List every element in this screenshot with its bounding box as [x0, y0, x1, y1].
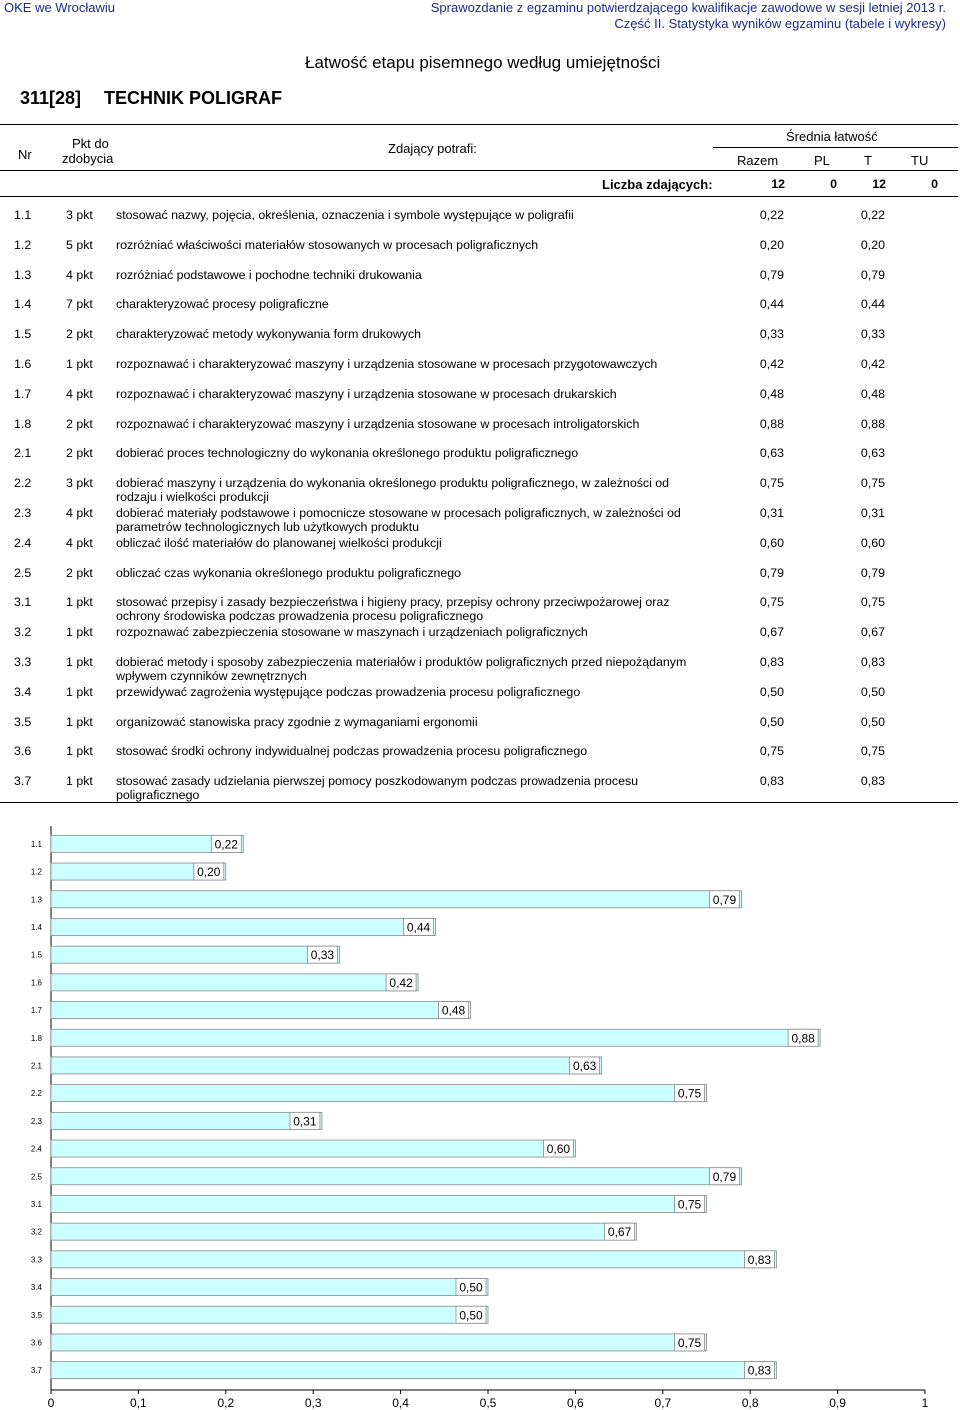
- bar: [51, 1029, 820, 1046]
- x-tick-label: 0,7: [654, 1396, 672, 1410]
- bar: [51, 1195, 707, 1212]
- row-razem-value: 0,50: [759, 714, 784, 729]
- row-nr: 3.3: [14, 655, 32, 669]
- row-pkt: 5 pkt: [66, 237, 93, 252]
- value-label: 0,44: [406, 920, 431, 935]
- category-label: 3.2: [30, 1227, 42, 1237]
- bar: [51, 1334, 707, 1351]
- bar: [51, 1362, 776, 1379]
- row-t-value: 0,42: [860, 357, 885, 371]
- row-pkt: 3 pkt: [66, 208, 93, 222]
- row-pkt: 1 pkt: [66, 714, 93, 729]
- row-pkt: 1 pkt: [66, 684, 93, 699]
- category-label: 2.2: [30, 1089, 42, 1099]
- row-nr: 3.4: [14, 684, 32, 699]
- row-pkt: 1 pkt: [66, 625, 93, 640]
- header-right-line1: Sprawozdanie z egzaminu potwierdzającego kwalifikacje zawodowe w sesji letniej 2013 r.: [430, 0, 946, 15]
- row-skill-text: rozróżniać podstawowe i pochodne techniki drukowania: [116, 267, 422, 282]
- row-t-value: 0,75: [860, 476, 885, 491]
- easiness-bar-chart: [0, 820, 960, 1410]
- row-razem-value: 0,63: [759, 446, 784, 461]
- row-skill-text: rozróżniać właściwości materiałów stosowanych w procesach poligraficznych: [116, 237, 539, 252]
- x-tick-label: 0,4: [392, 1396, 409, 1410]
- row-t-value: 0,63: [860, 446, 885, 461]
- bar: [51, 1251, 776, 1268]
- row-skill-text: dobierać materiały podstawowe i pomocnicze stosowane w procesach poligraficznych, w zależności od parametrów technologicznych lub użytkowych produktu: [116, 506, 681, 534]
- bar: [51, 1140, 575, 1157]
- row-razem-value: 0,88: [759, 416, 784, 431]
- bar: [51, 1306, 488, 1323]
- row-skill-text: dobierać metody i sposoby zabezpieczenia materiałów i produktów poligraficznych przed niepożądanym wpływem czynników zewnętrznych: [116, 655, 687, 683]
- header-right-line2: Część II. Statystyka wyników egzaminu (tabele i wykresy): [614, 16, 946, 31]
- row-skill-text: dobierać proces technologiczny do wykonania określonego produktu poligraficznego: [116, 446, 579, 461]
- row-nr: 2.1: [14, 446, 32, 461]
- row-skill-text: organizować stanowiska pracy zgodnie z wymaganiami ergonomii: [116, 714, 478, 729]
- row-t-value: 0,44: [860, 297, 885, 312]
- row-pkt: 1 pkt: [66, 774, 93, 789]
- x-tick-label: 1: [921, 1396, 929, 1410]
- row-skill-text: charakteryzować metody wykonywania form drukowych: [116, 327, 422, 342]
- row-t-value: 0,75: [860, 744, 885, 759]
- value-label: 0,75: [677, 1197, 702, 1212]
- row-t-value: 0,79: [860, 267, 885, 282]
- count-t: 12: [872, 177, 886, 191]
- category-label: 3.3: [30, 1255, 42, 1265]
- profession-code: 311[28]: [20, 88, 82, 108]
- row-pkt: 1 pkt: [66, 595, 93, 610]
- row-t-value: 0,50: [860, 714, 885, 729]
- value-label: 0,83: [747, 1252, 772, 1267]
- row-razem-value: 0,67: [759, 625, 784, 640]
- value-label: 0,75: [677, 1086, 702, 1101]
- value-label: 0,42: [389, 975, 413, 990]
- row-t-value: 0,88: [860, 416, 885, 431]
- x-tick-label: 0,3: [304, 1396, 322, 1410]
- row-t-value: 0,79: [860, 565, 885, 580]
- row-skill-text: stosować zasady udzielania pierwszej pomocy poszkodowanym podczas prowadzenia procesu poligraficznego: [116, 774, 639, 803]
- count-pl: 0: [830, 177, 837, 191]
- row-nr: 1.8: [14, 416, 32, 431]
- value-label: 0,60: [546, 1142, 571, 1157]
- row-t-value: 0,67: [860, 625, 885, 640]
- category-label: 1.3: [30, 895, 42, 905]
- row-skill-text: charakteryzować procesy poligraficzne: [116, 297, 329, 312]
- row-t-value: 0,50: [860, 684, 885, 699]
- count-label: Liczba zdających:: [602, 177, 713, 192]
- row-t-value: 0,83: [860, 774, 885, 789]
- category-label: 2.4: [30, 1144, 42, 1154]
- value-label: 0,79: [712, 1169, 737, 1184]
- category-label: 1.7: [30, 1006, 42, 1016]
- row-nr: 3.1: [14, 595, 32, 610]
- group-header-srednia: Średnia łatwość: [786, 129, 878, 144]
- sub-header-t: T: [864, 153, 872, 168]
- row-razem-value: 0,60: [759, 535, 784, 550]
- table-top-rule: [0, 124, 958, 125]
- row-skill-text: rozpoznawać zabezpieczenia stosowane w maszynach i urządzeniach poligraficznych: [116, 625, 588, 640]
- row-pkt: 4 pkt: [66, 535, 93, 550]
- col-skill-header: Zdający potrafi:: [388, 141, 477, 156]
- row-razem-value: 0,33: [759, 327, 784, 342]
- row-pkt: 1 pkt: [66, 655, 93, 669]
- row-pkt: 2 pkt: [66, 565, 93, 580]
- row-nr: 1.7: [14, 386, 32, 401]
- category-label: 3.6: [30, 1338, 42, 1348]
- count-bottom-rule: [0, 196, 958, 197]
- value-label: 0,79: [712, 892, 737, 907]
- row-nr: 1.2: [14, 237, 32, 252]
- row-nr: 1.4: [14, 297, 32, 312]
- row-nr: 2.5: [14, 565, 32, 580]
- row-skill-text: stosować nazwy, pojęcia, określenia, oznaczenia i symbole występujące w poligrafii: [116, 208, 574, 222]
- category-label: 1.6: [30, 978, 42, 988]
- value-label: 0,75: [677, 1335, 702, 1350]
- row-skill-text: rozpoznawać i charakteryzować maszyny i urządzenia stosowane w procesach introligatorskich: [116, 416, 640, 431]
- value-label: 0,31: [293, 1114, 317, 1129]
- row-pkt: 1 pkt: [66, 357, 93, 371]
- category-label: 3.7: [30, 1366, 42, 1376]
- category-label: 2.3: [30, 1116, 42, 1126]
- row-nr: 2.2: [14, 476, 32, 491]
- group-header-rule: [713, 147, 958, 148]
- bar: [51, 1057, 602, 1074]
- row-skill-text: przewidywać zagrożenia występujące podczas prowadzenia procesu poligraficznego: [116, 684, 581, 699]
- sub-header-razem: Razem: [737, 153, 779, 168]
- row-razem-value: 0,75: [759, 476, 784, 491]
- col-pkt-header-line1: Pkt do: [72, 136, 109, 151]
- row-nr: 2.4: [14, 535, 32, 550]
- value-label: 0,20: [197, 865, 221, 880]
- row-pkt: 4 pkt: [66, 506, 93, 520]
- value-label: 0,63: [572, 1058, 597, 1073]
- row-pkt: 2 pkt: [66, 327, 93, 342]
- row-skill-text: rozpoznawać i charakteryzować maszyny i urządzenia stosowane w procesach przygotowawczych: [116, 357, 658, 371]
- row-razem-value: 0,42: [759, 357, 784, 371]
- row-t-value: 0,31: [860, 506, 885, 520]
- row-skill-text: dobierać maszyny i urządzenia do wykonania określonego produktu poligraficznego, w zależności od rodzaju i wielkości produkcji: [116, 476, 670, 505]
- sub-header-pl: PL: [814, 153, 830, 168]
- x-tick-label: 0,1: [130, 1396, 147, 1410]
- row-razem-value: 0,83: [759, 774, 784, 789]
- row-nr: 1.5: [14, 327, 32, 342]
- row-nr: 2.3: [14, 506, 32, 520]
- bar: [51, 1168, 741, 1185]
- category-label: 3.5: [30, 1310, 42, 1320]
- value-label: 0,83: [747, 1363, 772, 1378]
- x-tick-label: 0,9: [829, 1396, 846, 1410]
- row-t-value: 0,75: [860, 595, 885, 610]
- bar: [51, 946, 339, 963]
- row-nr: 1.6: [14, 357, 32, 371]
- category-label: 1.1: [30, 839, 42, 849]
- category-label: 3.1: [30, 1199, 42, 1209]
- row-razem-value: 0,44: [759, 297, 784, 312]
- bar: [51, 1223, 637, 1240]
- x-tick-label: 0: [47, 1396, 55, 1410]
- row-t-value: 0,60: [860, 535, 885, 550]
- row-nr: 3.5: [14, 714, 32, 729]
- table-bottom-rule: [0, 802, 958, 803]
- bar: [51, 891, 741, 908]
- x-tick-label: 0,8: [741, 1396, 759, 1410]
- x-tick-label: 0,2: [217, 1396, 235, 1410]
- category-label: 1.4: [30, 922, 42, 932]
- row-nr: 1.1: [14, 208, 32, 222]
- row-nr: 3.7: [14, 774, 32, 789]
- bar: [51, 1002, 471, 1019]
- row-razem-value: 0,79: [759, 565, 784, 580]
- row-nr: 3.6: [14, 744, 32, 759]
- x-tick-label: 0,5: [479, 1396, 497, 1410]
- row-razem-value: 0,31: [759, 506, 784, 520]
- count-tu: 0: [931, 177, 938, 191]
- category-label: 3.4: [30, 1283, 42, 1293]
- row-skill-text: stosować środki ochrony indywidualnej podczas prowadzenia procesu poligraficznego: [116, 744, 588, 759]
- row-t-value: 0,33: [860, 327, 885, 342]
- row-t-value: 0,83: [860, 655, 885, 669]
- row-skill-text: obliczać ilość materiałów do planowanej wielkości produkcji: [116, 535, 442, 550]
- row-t-value: 0,20: [860, 237, 885, 252]
- row-pkt: 2 pkt: [66, 416, 93, 431]
- row-razem-value: 0,83: [759, 655, 784, 669]
- bar: [51, 918, 436, 935]
- row-t-value: 0,48: [860, 386, 885, 401]
- row-razem-value: 0,75: [759, 595, 784, 610]
- header-bottom-rule: [0, 170, 958, 171]
- row-nr: 3.2: [14, 625, 32, 640]
- bar: [51, 974, 418, 991]
- sub-header-tu: TU: [911, 153, 929, 168]
- row-skill-text: obliczać czas wykonania określonego produktu poligraficznego: [116, 565, 462, 580]
- row-pkt: 3 pkt: [66, 476, 93, 491]
- row-razem-value: 0,48: [759, 386, 784, 401]
- value-label: 0,50: [459, 1308, 483, 1323]
- category-label: 1.8: [30, 1033, 42, 1043]
- row-t-value: 0,22: [860, 208, 885, 222]
- header-left: OKE we Wrocławiu: [4, 0, 116, 15]
- bar: [51, 1112, 322, 1129]
- value-label: 0,48: [441, 1003, 466, 1018]
- category-label: 2.5: [30, 1172, 42, 1182]
- profession-name: TECHNIK POLIGRAF: [104, 88, 282, 108]
- value-label: 0,67: [607, 1225, 632, 1240]
- row-nr: 1.3: [14, 267, 32, 282]
- row-razem-value: 0,22: [759, 208, 784, 222]
- row-pkt: 7 pkt: [66, 297, 93, 312]
- row-razem-value: 0,20: [759, 237, 784, 252]
- category-label: 1.5: [30, 950, 42, 960]
- row-razem-value: 0,79: [759, 267, 784, 282]
- col-nr-header: Nr: [18, 147, 32, 162]
- col-pkt-header-line2: zdobycia: [62, 151, 114, 166]
- row-pkt: 1 pkt: [66, 744, 93, 759]
- category-label: 2.1: [30, 1061, 42, 1071]
- report-title: Łatwość etapu pisemnego według umiejętności: [305, 53, 661, 72]
- bar: [51, 1279, 488, 1296]
- value-label: 0,22: [214, 837, 238, 852]
- row-skill-text: stosować przepisy i zasady bezpieczeństwa i higieny pracy, przepisy ochrony przeciwpożarowej oraz ochrony środowiska podczas prowadzenia procesu poligraficznego: [116, 595, 670, 624]
- row-pkt: 4 pkt: [66, 386, 93, 401]
- value-label: 0,50: [459, 1280, 483, 1295]
- row-pkt: 4 pkt: [66, 267, 93, 282]
- bar: [51, 1085, 707, 1102]
- category-label: 1.2: [30, 867, 42, 877]
- row-pkt: 2 pkt: [66, 446, 93, 461]
- count-razem: 12: [771, 177, 785, 191]
- row-skill-text: rozpoznawać i charakteryzować maszyny i urządzenia stosowane w procesach drukarskich: [116, 386, 617, 401]
- row-razem-value: 0,75: [759, 744, 784, 759]
- value-label: 0,33: [310, 948, 335, 963]
- row-razem-value: 0,50: [759, 684, 784, 699]
- x-tick-label: 0,6: [567, 1396, 584, 1410]
- value-label: 0,88: [791, 1031, 815, 1046]
